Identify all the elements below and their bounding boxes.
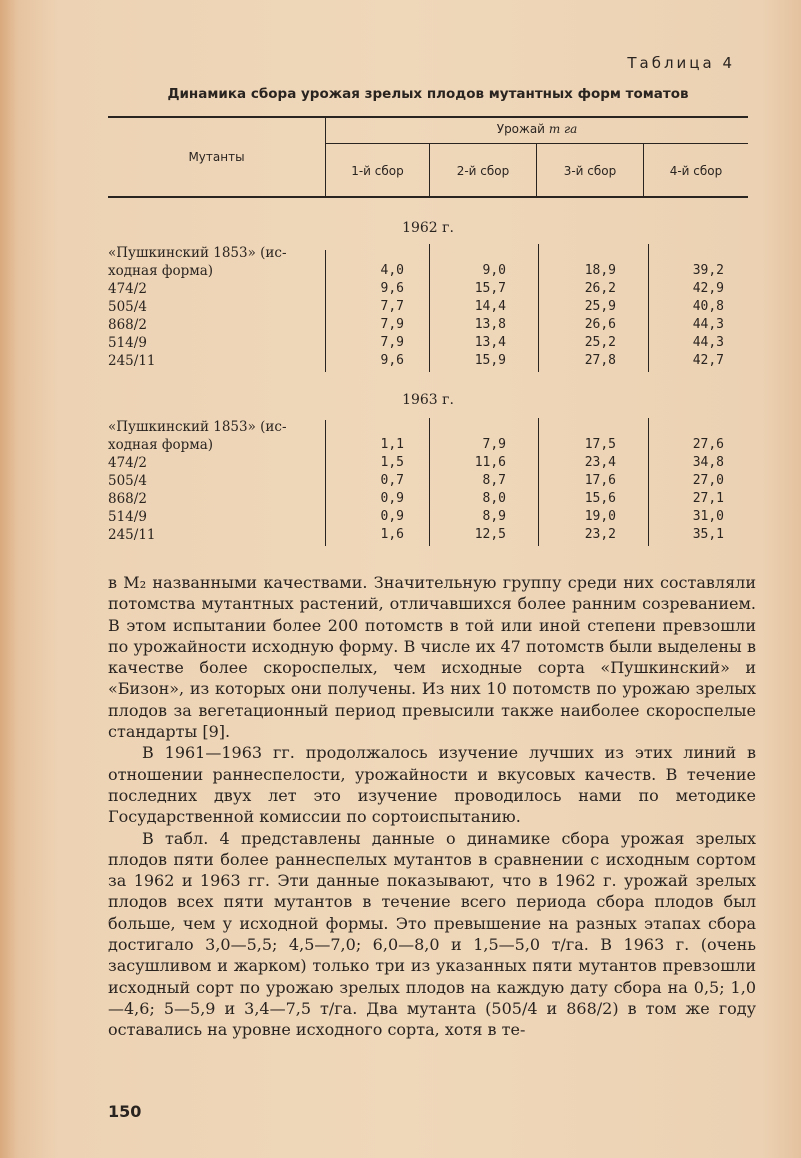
page-number: 150 <box>108 1102 142 1121</box>
yield-label: Урожай <box>496 122 545 136</box>
yield-value: 8,7 <box>482 473 506 488</box>
yield-value: 7,7 <box>380 299 404 314</box>
table-top-rule <box>108 116 748 118</box>
yield-value: 18,9 <box>584 263 616 278</box>
mutant-name: ходная форма) <box>108 437 214 453</box>
yield-value: 9,6 <box>380 281 404 296</box>
yield-value: 13,4 <box>474 335 506 350</box>
yield-value: 15,6 <box>584 491 616 506</box>
yield-value: 4,0 <box>380 263 404 278</box>
mutant-name-line1: «Пушкинский 1853» (ис- <box>108 419 287 435</box>
year-heading-1963: 1963 г. <box>402 392 454 408</box>
mutants-header: Мутанты <box>188 150 245 164</box>
yield-value: 9,6 <box>380 353 404 368</box>
yield-header <box>326 122 748 136</box>
yield-value: 44,3 <box>692 335 724 350</box>
mutant-name: 514/9 <box>108 509 147 525</box>
yield-value: 42,9 <box>692 281 724 296</box>
yield-value: 34,8 <box>692 455 724 470</box>
table-row <box>108 472 748 490</box>
yield-value: 31,0 <box>692 509 724 524</box>
yield-value: 15,7 <box>474 281 506 296</box>
mutant-name: 868/2 <box>108 491 147 507</box>
yield-value: 8,9 <box>482 509 506 524</box>
yield-value: 27,6 <box>692 437 724 452</box>
col-header-4: 4-й сбор <box>669 164 723 178</box>
mutant-name: 868/2 <box>108 317 147 333</box>
mutant-name: 474/2 <box>108 455 147 471</box>
paragraph: В табл. 4 представлены данные о динамике сбора урожая зрелых плодов пяти более раннеспелых мутантов в сравнении с исходным сортом за 1962 и 1963 гг. Эти данные показывают, что в 1962 г. урожай зрелых плодов всех пяти мутантов в течение всего периода сбора плодов был больше, чем у исходной формы. Это превышение на разных этапах сбора достигало 3,0—5,5; 4,5—7,0; 6,0—8,0 и 1,5—5,0 т/га. В 1963 г. (очень засушливом и жарком) только три из указанных пяти мутантов превзошли исходный сорт по урожаю зрелых плодов на каждую дату сбора на 0,5; 1,0—4,6; 5—5,9 и 3,4—7,5 т/га. Два мутанта (505/4 и 868/2) в том же году оставались на уровне исходного сорта, хотя в те- <box>108 828 756 1040</box>
yield-value: 40,8 <box>692 299 724 314</box>
yield-value: 13,8 <box>474 317 506 332</box>
yield-value: 27,8 <box>584 353 616 368</box>
yield-value: 23,4 <box>584 455 616 470</box>
table-row <box>108 418 748 436</box>
mutant-name: 505/4 <box>108 299 147 315</box>
yield-value: 7,9 <box>380 317 404 332</box>
mutant-name: 505/4 <box>108 473 147 489</box>
yield-value: 7,9 <box>482 437 506 452</box>
paragraph: В 1961—1963 гг. продолжалось изучение лучших из этих линий в отношении раннеспелости, урожайности и вкусовых качеств. В течение последних двух лет это изучение проводилось нами по методике Государственной комиссии по сортоиспытанию. <box>108 743 756 827</box>
col-header-1: 1-й сбор <box>351 164 404 178</box>
table-row <box>108 280 748 298</box>
yield-value: 0,7 <box>380 473 404 488</box>
col-header-2: 2-й сбор <box>456 164 510 178</box>
yield-value: 39,2 <box>692 263 724 278</box>
body-text <box>108 572 756 1041</box>
yield-rule <box>326 143 748 144</box>
year-heading-1962: 1962 г. <box>402 220 454 236</box>
yield-value: 14,4 <box>474 299 506 314</box>
table-row <box>108 262 748 280</box>
table-number: Таблица 4 <box>627 54 735 72</box>
table-row <box>108 298 748 316</box>
mutant-name: 474/2 <box>108 281 147 297</box>
table-row <box>108 352 748 370</box>
yield-value: 15,9 <box>474 353 506 368</box>
yield-value: 1,5 <box>380 455 404 470</box>
yield-value: 0,9 <box>380 509 404 524</box>
yield-value: 9,0 <box>482 263 506 278</box>
yield-unit: т га <box>548 122 578 136</box>
yield-value: 1,6 <box>380 527 404 542</box>
table-row <box>108 490 748 508</box>
yield-value: 17,6 <box>584 473 616 488</box>
mutant-name: 245/11 <box>108 527 156 543</box>
yield-value: 25,2 <box>584 335 616 350</box>
yield-value: 8,0 <box>482 491 506 506</box>
paragraph: в M₂ названными качествами. Значительную группу среди них составляли потомства мутантных растений, отличавшихся более ранним созреванием. В этом испытании более 200 потомств в той или иной степени превзошли по урожайности исходную форму. В числе их 47 потомств были выделены в качестве более скороспелых, чем исходные сорта «Пушкинский» и «Бизон», из которых они получены. Из них 10 потомств по урожаю зрелых плодов за вегетационный период превысили также наиболее скороспелые стандарты [9]. <box>108 573 756 742</box>
yield-value: 42,7 <box>692 353 724 368</box>
yield-value: 17,5 <box>584 437 616 452</box>
yield-value: 35,1 <box>692 527 724 542</box>
mutant-name: 245/11 <box>108 353 156 369</box>
yield-value: 27,1 <box>692 491 724 506</box>
yield-value: 25,9 <box>584 299 616 314</box>
table-row <box>108 316 748 334</box>
table-row <box>108 334 748 352</box>
col-header-3: 3-й сбор <box>563 164 617 178</box>
yield-value: 19,0 <box>584 509 616 524</box>
mutant-name-line1: «Пушкинский 1853» (ис- <box>108 245 287 261</box>
table-row <box>108 244 748 262</box>
table-row <box>108 454 748 472</box>
table-row <box>108 436 748 454</box>
yield-value: 0,9 <box>380 491 404 506</box>
yield-value: 23,2 <box>584 527 616 542</box>
table-row <box>108 526 748 544</box>
mutant-name: 514/9 <box>108 335 147 351</box>
yield-value: 7,9 <box>380 335 404 350</box>
header-bottom-rule <box>108 196 748 198</box>
yield-value: 12,5 <box>474 527 506 542</box>
table-caption: Динамика сбора урожая зрелых плодов мутантных форм томатов <box>167 86 689 102</box>
mutant-name: ходная форма) <box>108 263 214 279</box>
table-row <box>108 508 748 526</box>
yield-value: 11,6 <box>474 455 506 470</box>
yield-value: 27,0 <box>692 473 724 488</box>
yield-value: 1,1 <box>380 437 404 452</box>
yield-value: 26,6 <box>584 317 616 332</box>
yield-value: 44,3 <box>692 317 724 332</box>
yield-value: 26,2 <box>584 281 616 296</box>
